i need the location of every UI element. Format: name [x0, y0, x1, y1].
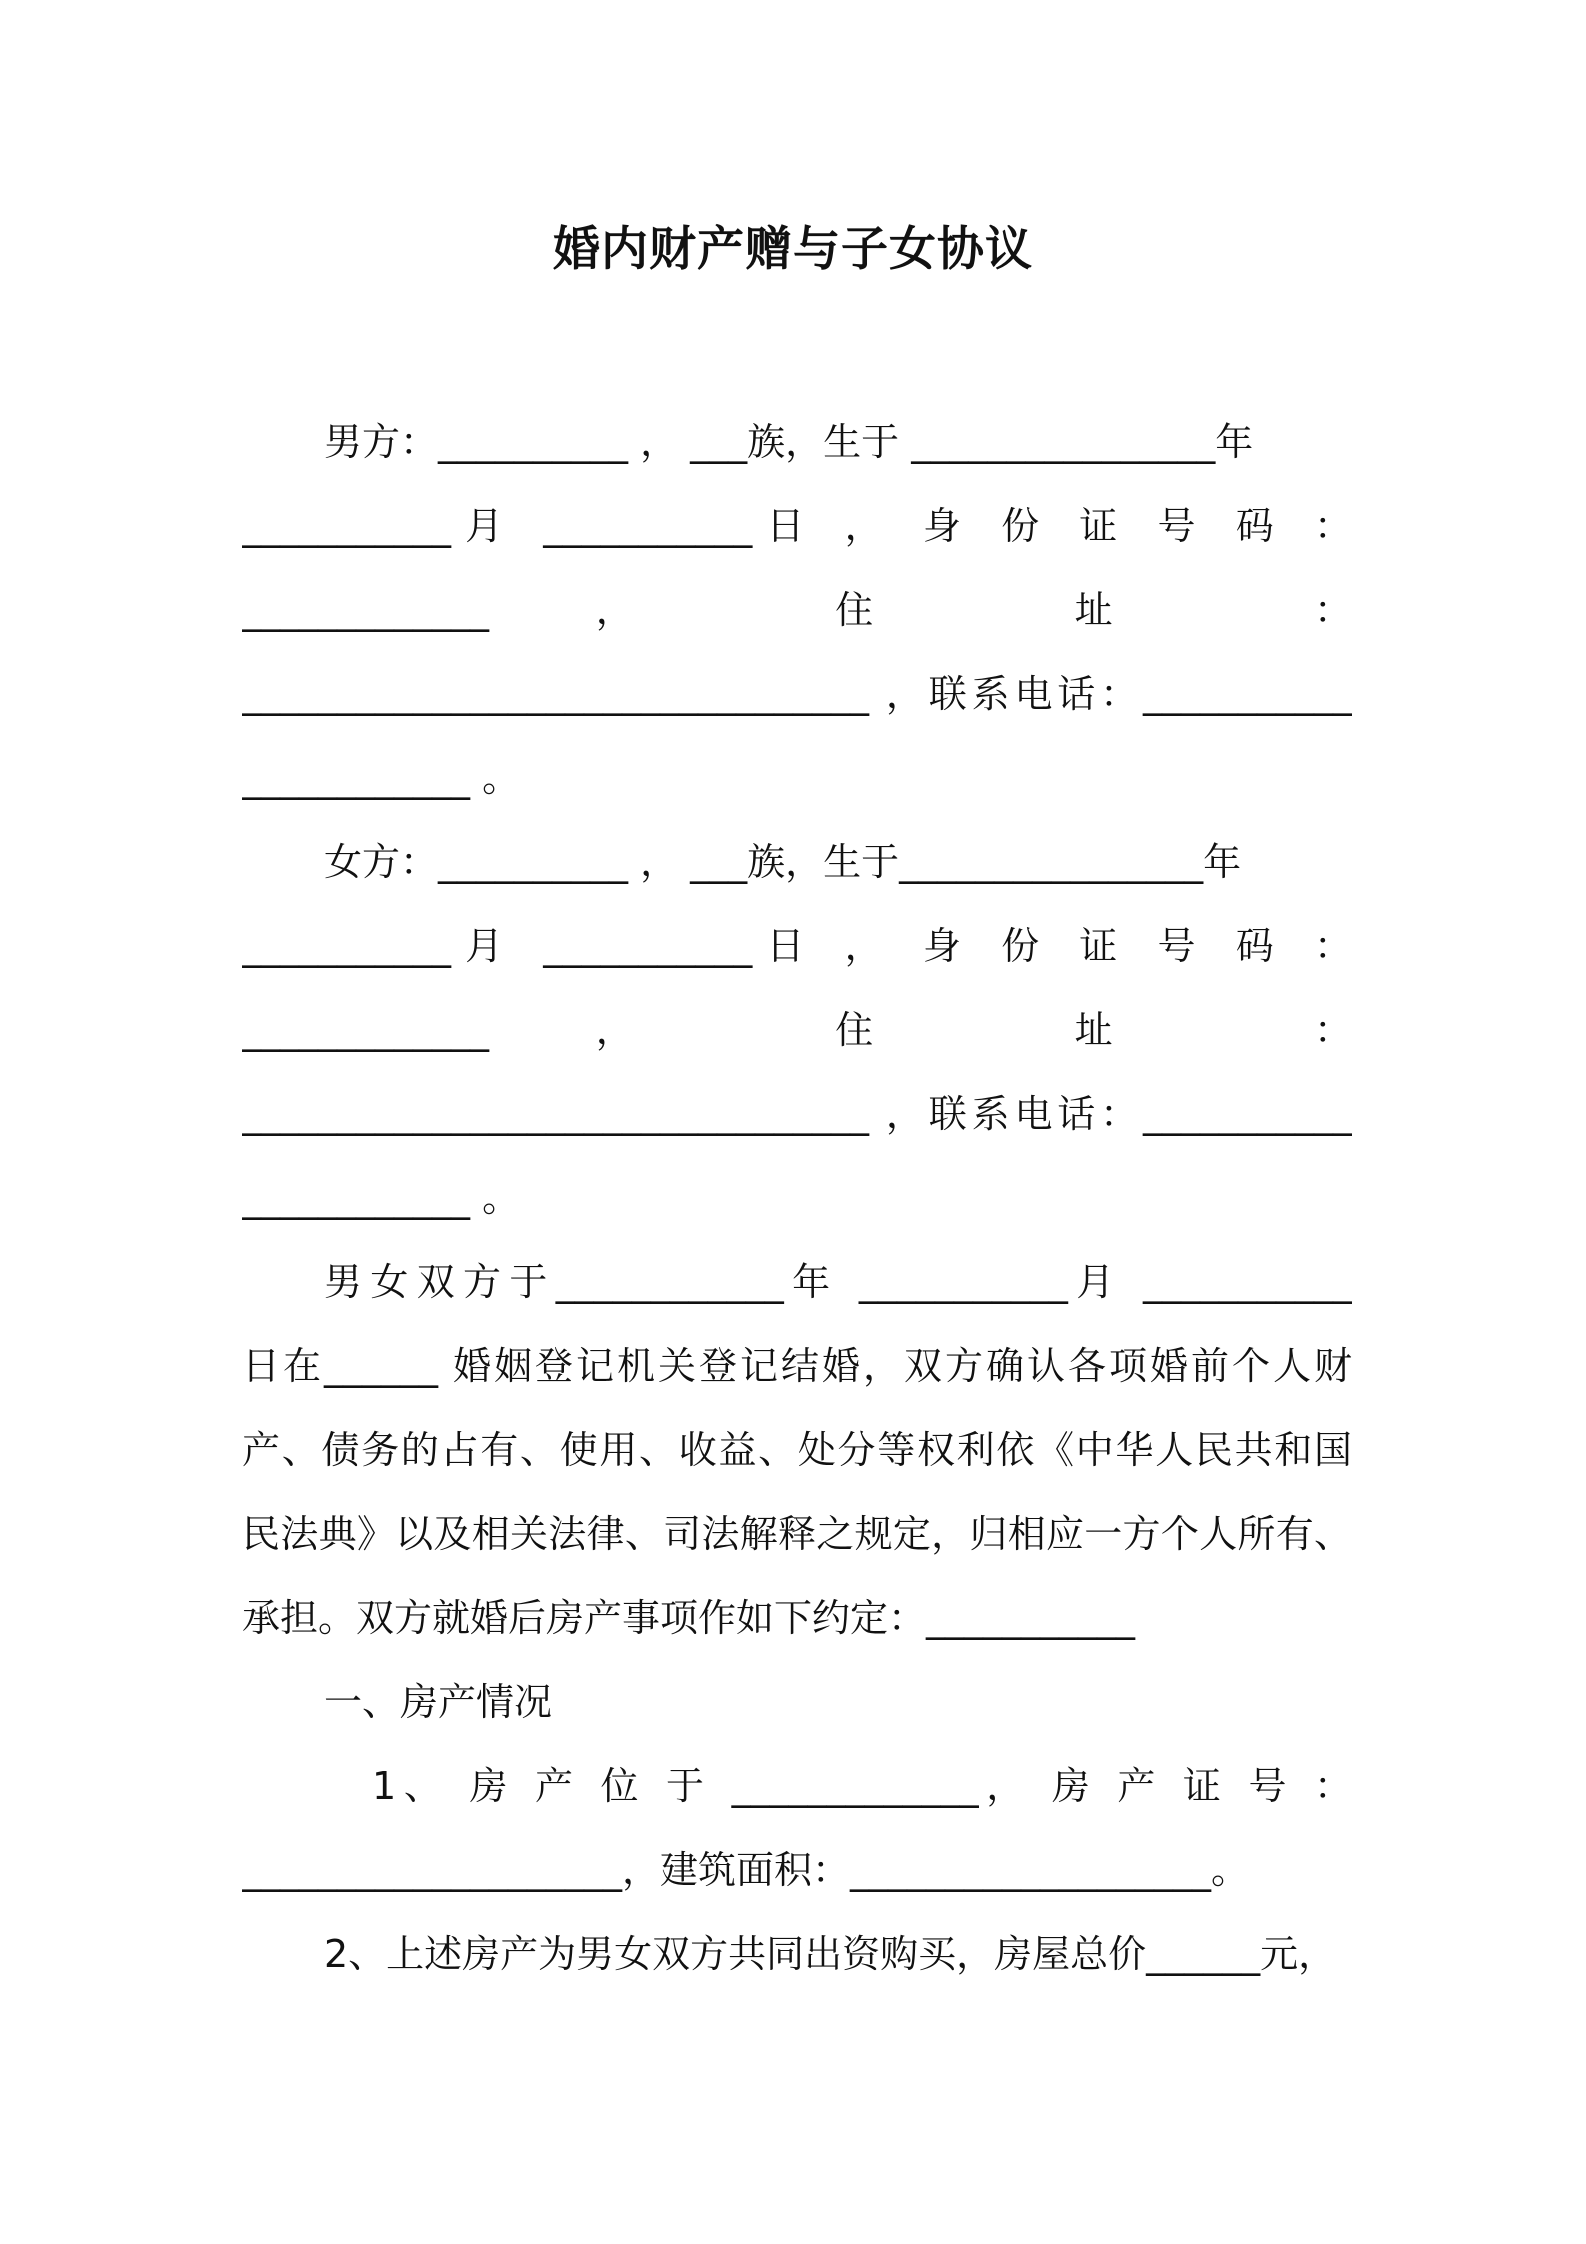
document-title: 婚内财产赠与子女协议	[553, 222, 1033, 277]
property-item-1-line-1: 1、 房 产 位 于 _____________， 房 产 证 号 ：	[372, 1764, 1352, 1808]
section-heading-property: 一、房产情况	[324, 1680, 553, 1724]
marriage-line-3: 产、债务的占有、使用、收益、处分等权利依《中华人民共和国	[242, 1428, 1352, 1472]
document-body	[242, 400, 1352, 1996]
female-party-line-5: ____________ 。	[242, 1176, 521, 1220]
female-party-line-2: ___________月 ___________日 ， 身 份 证 号 码 ：	[242, 924, 1352, 968]
female-party-line-4: _________________________________ ，联系电话：___________	[242, 1092, 1352, 1136]
marriage-line-4: 民法典》以及相关法律、司法解释之规定，归相应一方个人所有、	[242, 1512, 1352, 1556]
female-party-line-1: 女方：__________ ， ___族，生于________________年	[324, 840, 1242, 884]
female-party-line-3: _____________ ， 住 址 ：	[242, 1008, 1352, 1052]
marriage-line-5: 承担。双方就婚后房产事项作如下约定：___________	[242, 1596, 1136, 1640]
male-party-line-3: _____________ ， 住 址 ：	[242, 588, 1352, 632]
male-party-line-5: ____________ 。	[242, 756, 521, 800]
male-party-line-1: 男方：__________ ， ___族，生于 ________________年	[324, 420, 1254, 464]
male-party-line-4: _________________________________ ，联系电话：___________	[242, 672, 1352, 716]
marriage-line-1: 男女双方于____________年 ___________月 ___________	[324, 1260, 1352, 1304]
property-item-1-line-2: ____________________，建筑面积：___________________。	[242, 1848, 1250, 1892]
male-party-line-2: ___________月 ___________日 ， 身 份 证 号 码 ：	[242, 504, 1352, 548]
marriage-line-2: 日在______ 婚姻登记机关登记结婚，双方确认各项婚前个人财	[242, 1344, 1352, 1388]
property-item-2-line-1: 2、上述房产为男女双方共同出资购买，房屋总价______元，	[324, 1932, 1337, 1976]
